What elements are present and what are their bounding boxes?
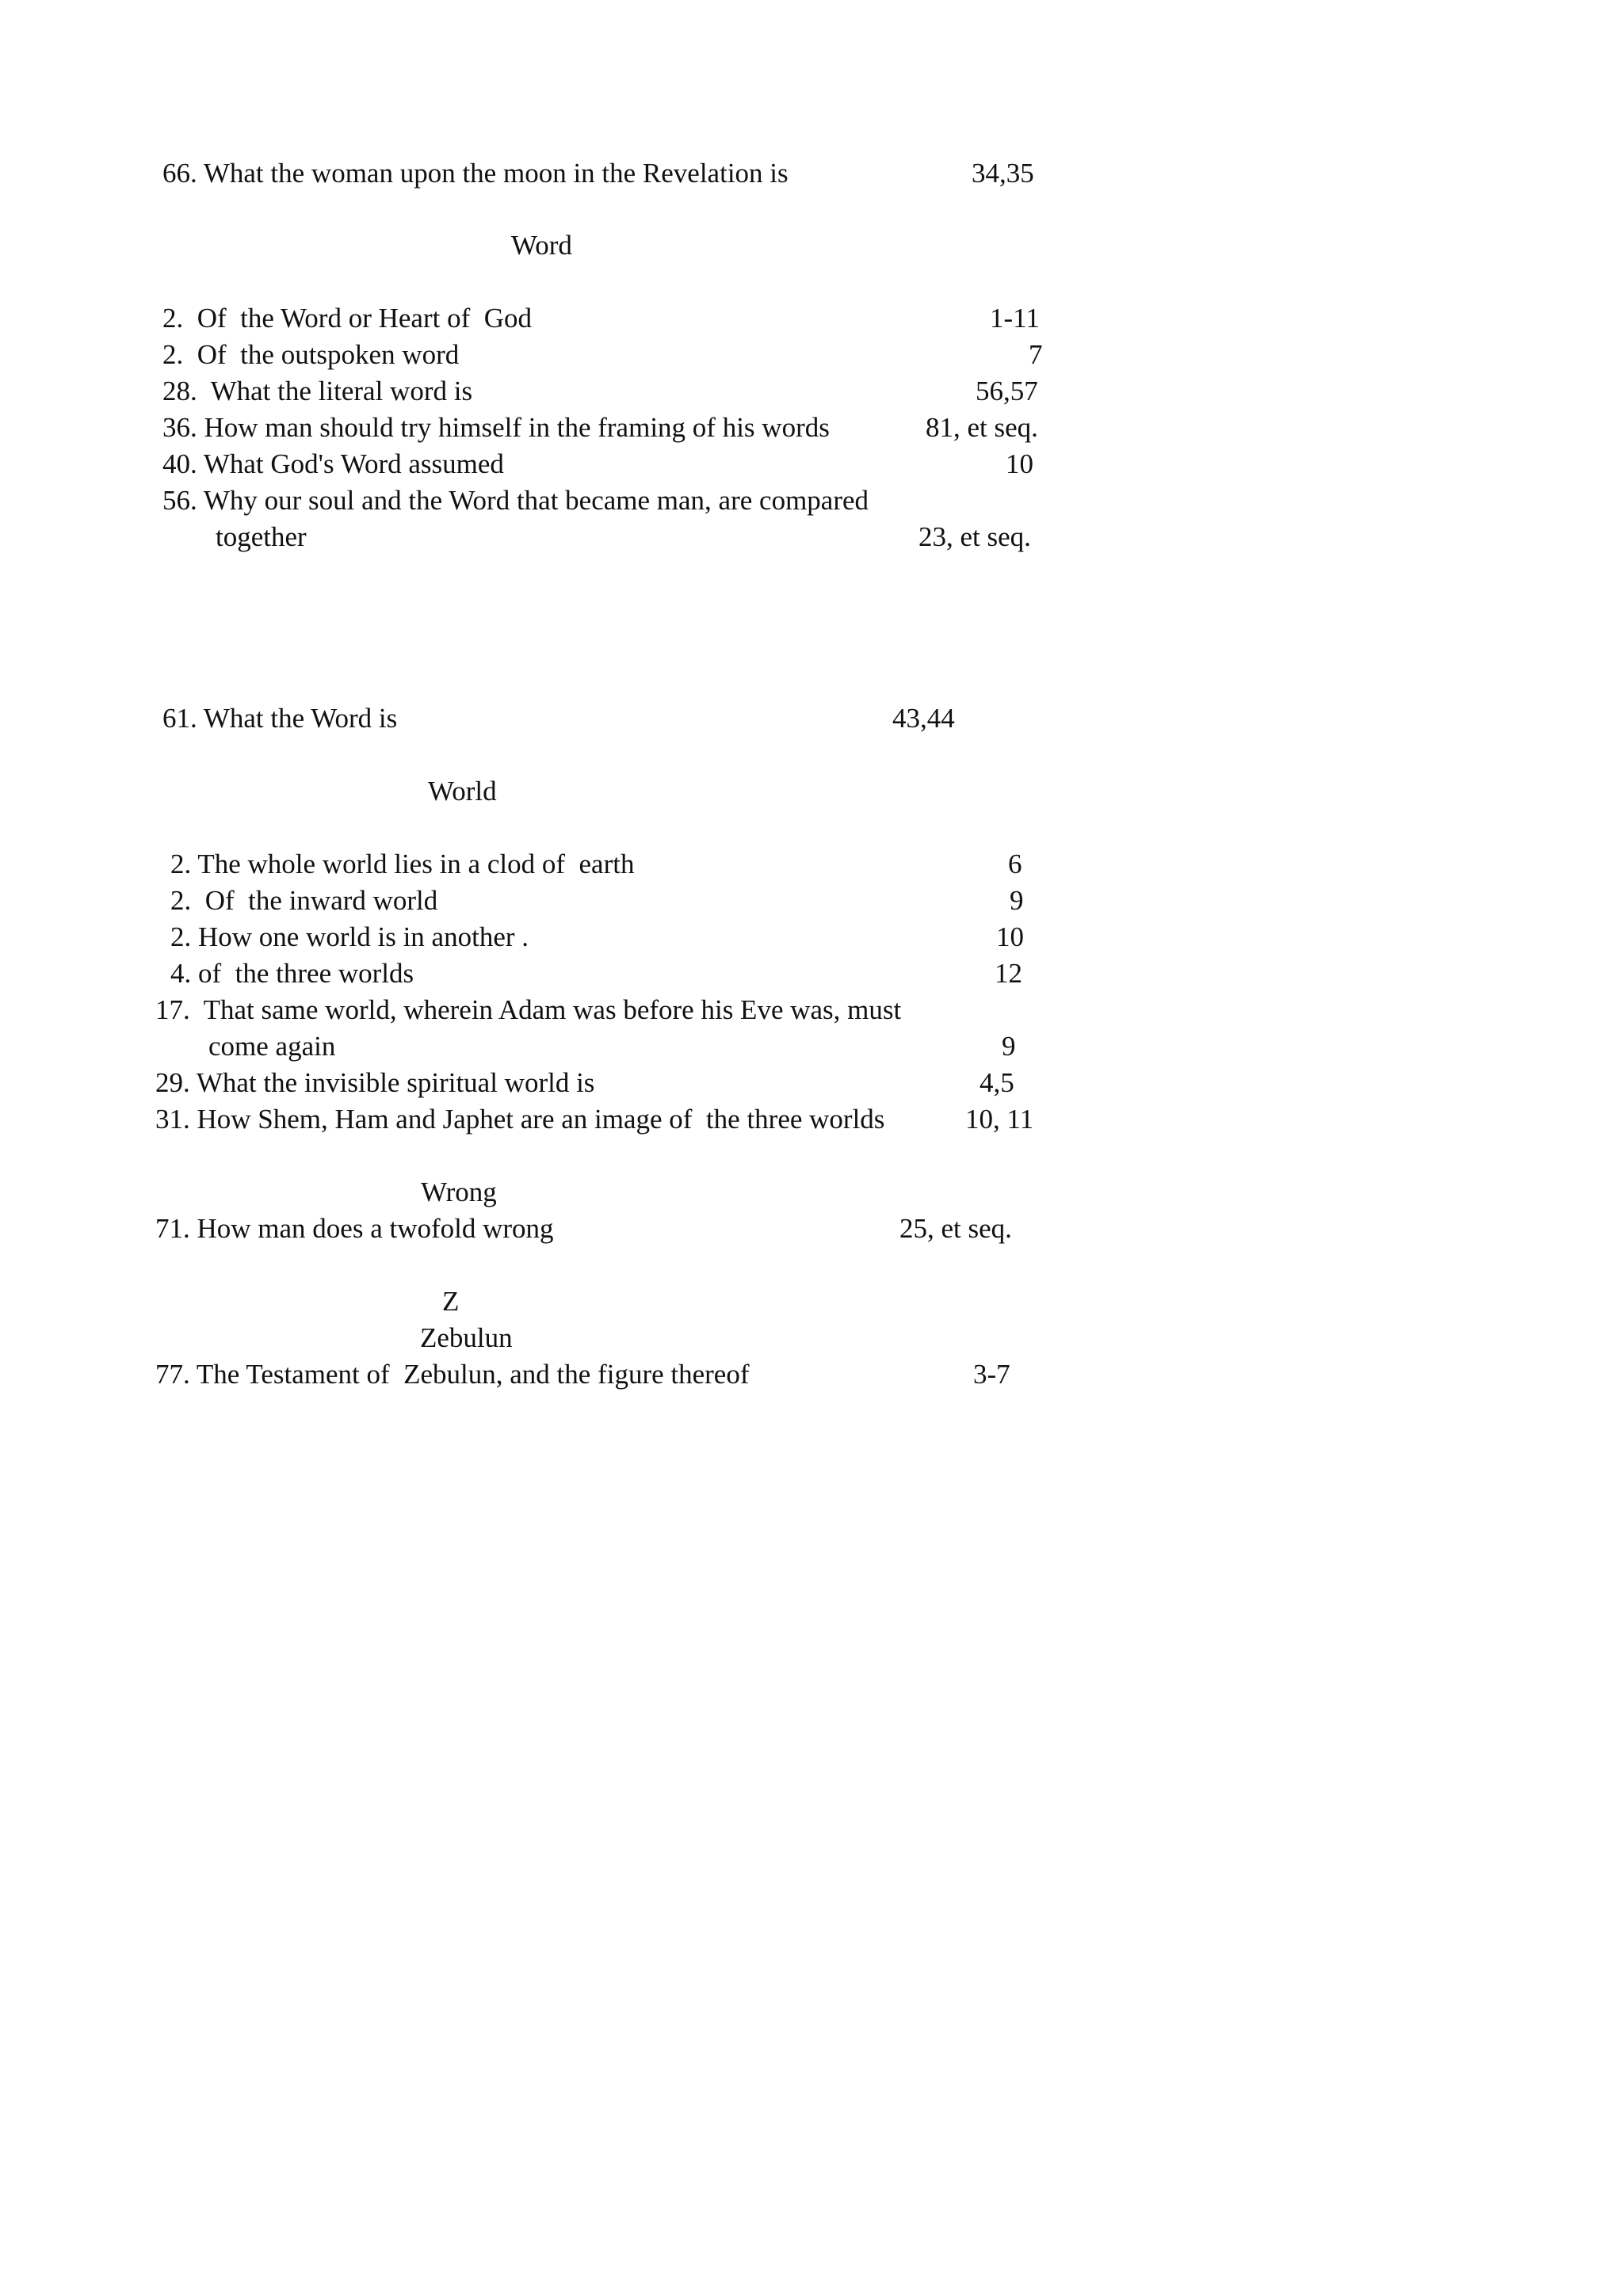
- index-entry-text: 2. Of the Word or Heart of God: [162, 303, 533, 334]
- index-entry-pages: 6: [1008, 849, 1022, 879]
- index-entry-pages: 12: [995, 958, 1022, 989]
- index-entry-continuation: come again: [208, 1031, 336, 1062]
- index-entry-text: 2. Of the outspoken word: [162, 339, 460, 370]
- index-entry-pages: 1-11: [990, 303, 1040, 334]
- index-entry-pages: 43,44: [892, 703, 955, 734]
- index-entry-pages: 56,57: [976, 376, 1038, 406]
- index-entry-text: 17. That same world, wherein Adam was before his Eve was, must: [155, 994, 902, 1025]
- index-entry-pages: 23, et seq.: [918, 521, 1031, 552]
- index-entry-pages: 10, 11: [965, 1104, 1034, 1135]
- index-entry-text: 66. What the woman upon the moon in the Revelation is: [162, 158, 789, 189]
- index-entry-text: 56. Why our soul and the Word that became man, are compared: [162, 485, 869, 516]
- index-entry-pages: 10: [996, 921, 1024, 952]
- section-heading-word: Word: [511, 230, 572, 261]
- section-heading-wrong: Wrong: [421, 1177, 497, 1207]
- index-entry-text: 40. What God's Word assumed: [162, 448, 504, 479]
- index-entry-pages: 34,35: [972, 158, 1034, 189]
- index-entry-pages: 25, et seq.: [899, 1213, 1012, 1244]
- section-heading-zebulun: Zebulun: [420, 1322, 513, 1353]
- index-entry-pages: 81, et seq.: [926, 412, 1038, 443]
- index-entry-text: 2. How one world is in another .: [170, 921, 529, 952]
- index-entry-text: 2. Of the inward world: [170, 885, 438, 916]
- index-entry-text: 36. How man should try himself in the framing of his words: [162, 412, 830, 443]
- index-entry-text: 77. The Testament of Zebulun, and the figure thereof: [155, 1359, 750, 1390]
- index-entry-pages: 9: [1010, 885, 1024, 916]
- index-entry-pages: 4,5: [980, 1067, 1014, 1098]
- index-entry-pages: 10: [1006, 448, 1033, 479]
- index-entry-continuation: together: [216, 521, 307, 552]
- index-entry-pages: 9: [1002, 1031, 1016, 1062]
- index-entry-pages: 3-7: [973, 1359, 1010, 1390]
- index-entry-text: 2. The whole world lies in a clod of earth: [170, 849, 635, 879]
- index-entry-text: 4. of the three worlds: [170, 958, 414, 989]
- index-entry-text: 28. What the literal word is: [162, 376, 473, 406]
- letter-heading-z: Z: [442, 1286, 460, 1317]
- index-entry-text: 29. What the invisible spiritual world is: [155, 1067, 595, 1098]
- index-entry-text: 71. How man does a twofold wrong: [155, 1213, 554, 1244]
- index-entry-text: 61. What the Word is: [162, 703, 398, 734]
- index-entry-pages: 7: [1029, 339, 1043, 370]
- section-heading-world: World: [428, 776, 497, 807]
- index-entry-text: 31. How Shem, Ham and Japhet are an image of the three worlds: [155, 1104, 885, 1135]
